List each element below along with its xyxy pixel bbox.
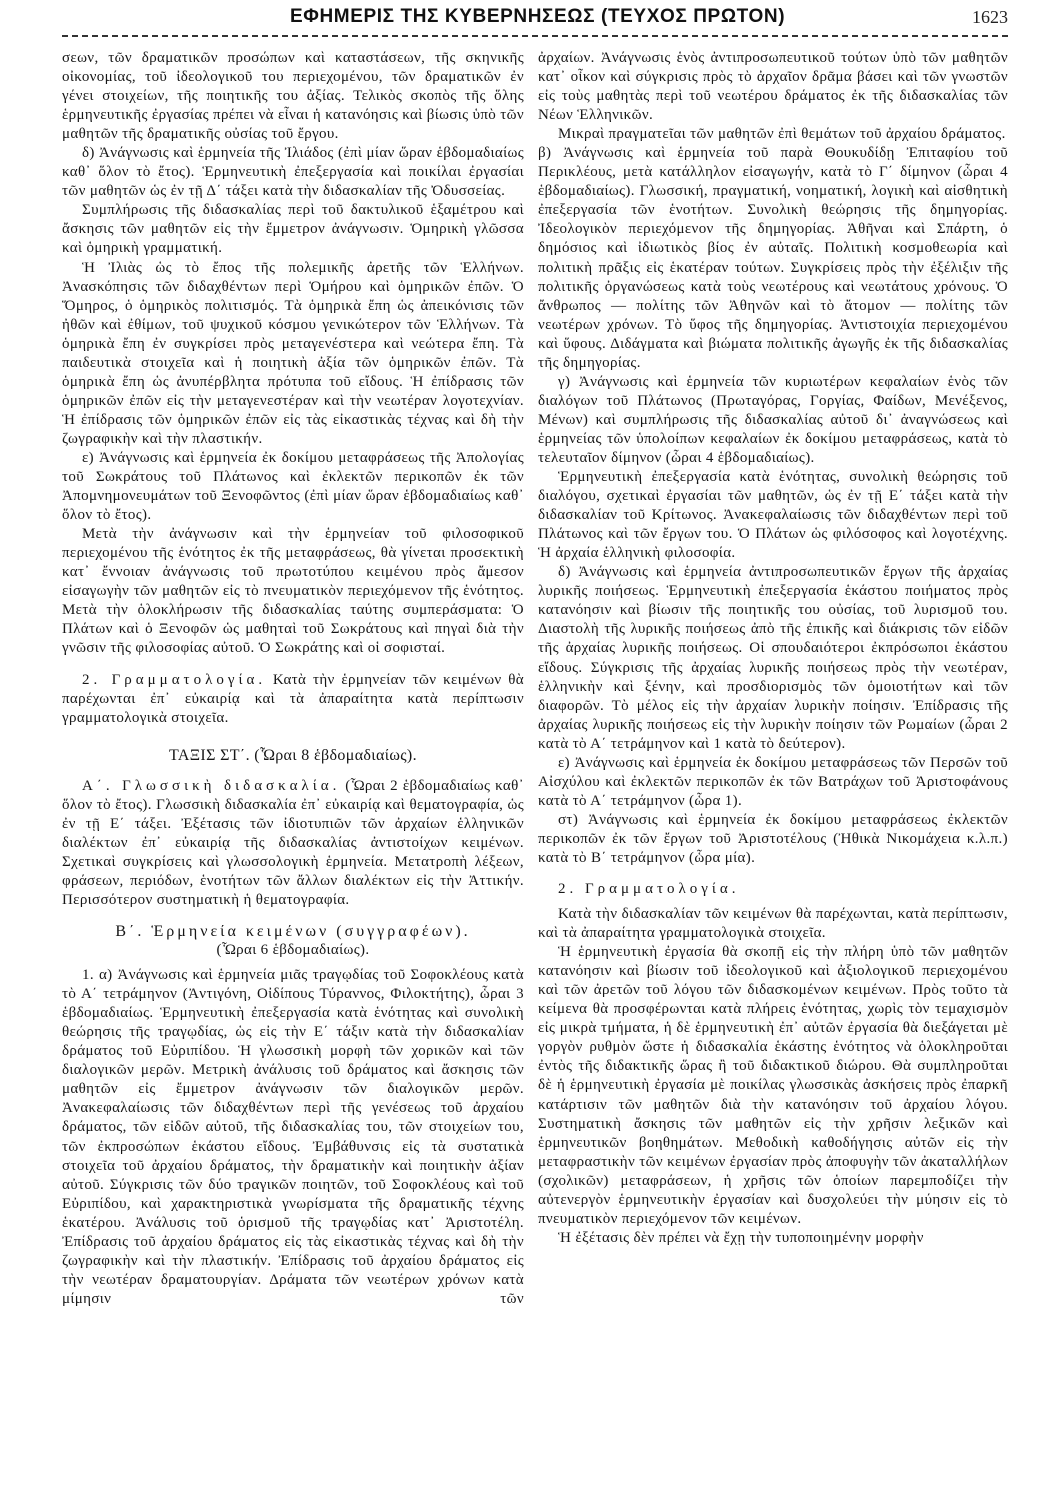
- paragraph: ἀρχαίων. Ἀνάγνωσις ἑνὸς ἀντιπροσωπευτικοῦ τούτων ὑπὸ τῶν μαθητῶν κατ᾽ οἶκον καὶ σύγκρισις πρὸς τὸ ἀρχαῖον δρᾶμα βάσει καὶ τῶν γνωστῶν εἰς τοὺς μαθητὰς περὶ τοῦ νεωτέρου δράματος ἐκ τῆς διδασκαλίας τῶν Νέων Ἑλληνικῶν.: [538, 50, 1008, 124]
- left-column: [62, 49, 524, 1309]
- class-title: ΤΑΞΙΣ ΣΤ΄.: [169, 746, 250, 764]
- header-rule: [62, 35, 1008, 37]
- paragraph: Συμπλήρωσις τῆς διδασκαλίας περὶ τοῦ δακτυλικοῦ ἑξαμέτρου καὶ ἄσκησις τῶν μαθητῶν εἰς τὴν ἔμμετρον ἀνάγνωσιν. Ὁμηρικὴ γλῶσσα καὶ ὁμηρικὴ γραμματική.: [62, 202, 524, 257]
- paragraph: ε) Ἀνάγνωσις καὶ ἑρμηνεία ἐκ δοκίμου μεταφράσεως τῶν Περσῶν τοῦ Αἰσχύλου καὶ ἐκλεκτῶν περικοπῶν ἐκ τῶν Βατράχων τοῦ Ἀριστοφάνους κατὰ τὸ Α΄ τετράμηνον (ὧρα 1).: [538, 754, 1008, 809]
- paragraph: Μικραὶ πραγματεῖαι τῶν μαθητῶν ἐπὶ θεμάτων τοῦ ἀρχαίου δράματος.: [558, 126, 1006, 143]
- section-hours: (Ὧραι 6 ἑβδομαδιαίως).: [216, 942, 370, 959]
- paragraph: Κατὰ τὴν διδασκαλίαν τῶν κειμένων θὰ παρέχωνται, κατὰ περίπτωσιν, καὶ τὰ ἀπαραίτητα γραμματολογικὰ στοιχεῖα.: [538, 906, 1008, 942]
- paragraph: Ἡ Ἰλιὰς ὡς τὸ ἔπος τῆς πολεμικῆς ἀρετῆς τῶν Ἑλλήνων. Ἀνασκόπησις τῶν διδαχθέντων περὶ Ὁμήρου καὶ ὁμηρικῶν ἐπῶν. Ὁ Ὅμηρος, ὁ ὁμηρικὸς πολιτισμός. Τὰ ὁμηρικὰ ἔπη ὡς ἀπεικόνισις τῶν ἠθῶν καὶ ἐθίμων, τοῦ ψυχικοῦ κόσμου γενικώτερον τῶν Ἑλλήνων. Τὰ ὁμηρικὰ ἔπη ἐν συγκρίσει πρὸς μεταγενέστερα καὶ νεώτερα ἔπη. Τὰ παιδευτικὰ στοιχεῖα καὶ ἡ ποιητικὴ ἀξία τῶν ὁμηρικῶν ἐπῶν. Τὰ ὁμηρικὰ ἔπη ὡς ἀνυπέρβλητα πρότυπα τοῦ εἴδους. Ἡ ἐπίδρασις τῶν ὁμηρικῶν ἐπῶν εἰς τὴν μεταγενεστέραν καὶ τὴν νεωτέραν λογοτεχνίαν. Ἡ ἐπίδρασις τῶν ὁμηρικῶν ἐπῶν εἰς τὰς εἰκαστικὰς τέχνας καὶ δὴ τὴν ζωγραφικὴν καὶ τὴν πλαστικήν.: [62, 259, 524, 447]
- page-header: [0, 0, 1060, 40]
- subsection-heading: Α΄. Γλωσσικὴ διδασκαλία.: [82, 777, 341, 794]
- paragraph: Ἑρμηνευτικὴ ἐπεξεργασία κατὰ ἑνότητας, συνολικὴ θεώρησις τοῦ διαλόγου, σχετικαὶ ἐργασίαι τῶν μαθητῶν, ὡς ἐν τῇ Ε΄ τάξει κατὰ τὴν διδασκαλίαν τοῦ Κρίτωνος. Ἀνακεφαλαίωσις τῶν διδαχθέντων περὶ τοῦ Πλάτωνος καὶ τῶν ἔργων του. Ὁ Πλάτων ὡς φιλόσοφος καὶ λογοτέχνης. Ἡ ἀρχαία ἑλληνικὴ φιλοσοφία.: [538, 469, 1008, 562]
- paragraph: [62, 671, 524, 728]
- paragraph: Ἡ ἑρμηνευτικὴ ἐργασία θὰ σκοπῇ εἰς τὴν πλήρη ὑπὸ τῶν μαθητῶν κατανόησιν καὶ βίωσιν τοῦ ἰδεολογικοῦ καὶ ἀξιολογικοῦ περιεχομένου καὶ τῶν ἀρετῶν τοῦ λόγου τῶν διδασκομένων κειμένων. Πρὸς τοῦτο τὰ κείμενα θὰ προσφέρωνται κατὰ πλήρεις ἑνότητας, χωρὶς τὸν τεμαχισμὸν εἰς μικρὰ τμήματα, ἡ δὲ ἑρμηνευτικὴ ἐπ᾽ αὐτῶν ἐργασία θὰ διεξάγεται μὲ γοργὸν ρυθμὸν ὥστε ἡ διδασκαλία ἑκάστης ἑνότητος νὰ ὁλοκληροῦται ἐντὸς τῆς διδακτικῆς ὥρας ἢ τοῦ διδακτικοῦ διώρου. Θὰ συμπληροῦται δὲ ἡ ἑρμηνευτικὴ ἐργασία μὲ ποικίλας γλωσσικὰς ἀσκήσεις πρὸς ἐπαρκῆ κατάρτισιν τῶν μαθητῶν διὰ τὴν κατανόησιν τοῦ ἀρχαίου λόγου. Συστηματικὴ ἄσκησις τῶν μαθητῶν εἰς τὴν χρῆσιν λεξικῶν καὶ ἑρμηνευτικῶν βοηθημάτων. Μεθοδικὴ καθοδήγησις αὐτῶν εἰς τὴν μεταφραστικὴν τῶν κειμένων ἐργασίαν πρὸς ἀποφυγὴν τῶν ἀκαταλλήλων (σχολικῶν) μεταφράσεων, ἡ χρῆσις τῶν ὁποίων παρεμποδίζει τὴν αὐτενεργὸν ἑρμηνευτικὴν ἐργασίαν καὶ δυσχολεύει τὴν μύησιν εἰς τὸ πνευματικὸν περιεχόμενον τῶν κειμένων.: [538, 944, 1008, 1227]
- paragraph: γ) Ἀνάγνωσις καὶ ἑρμηνεία τῶν κυριωτέρων κεφαλαίων ἑνὸς τῶν διαλόγων τοῦ Πλάτωνος (Πρωταγόρας, Γοργίας, Φαίδων, Μενέξενος, Μένων) καὶ συμπλήρωσις τῆς διδασκαλίας αὐτοῦ δι᾽ ἀναγνώσεως καὶ ἑρμηνείας τῶν ὑπολοίπων κεφαλαίων ἐκ δοκίμου μεταφράσεως, κατὰ τὸ τελευταῖον δίμηνον (ὧραι 4 ἑβδομαδιαίως).: [538, 373, 1008, 466]
- paragraph-text: (Ὧραι 2 ἑβδομαδιαίως καθ᾽ ὅλον τὸ ἔτος). Γλωσσικὴ διδασκαλία ἐπ᾽ εὐκαιρίᾳ καὶ θεματογραφία, ὡς ἐν τῇ Ε΄ τάξει. Ἐξέτασις τῶν ἰδιοτυπιῶν τῶν ἀρχαίων ἑλληνικῶν διαλέκτων ἐπ᾽ εὐκαιρίᾳ τῆς διδασκαλίας ἀντιστοίχων κειμένων. Σχετικαὶ συγκρίσεις καὶ γλωσσολογικὴ ἑρμηνεία. Μετατροπὴ λέξεων, φράσεων, περιόδων, ἑνοτήτων τῶν ἄλλων διαλέκτων εἰς τὴν Ἀττικήν. Περισσότερον συστηματικὴ ἡ θεματογραφία.: [62, 777, 525, 908]
- paragraph: Ἡ ἐξέτασις δὲν πρέπει νὰ ἔχῃ τὴν τυποποιημένην μορφὴν: [558, 1229, 924, 1246]
- paragraph: 1. α) Ἀνάγνωσις καὶ ἑρμηνεία μιᾶς τραγῳδίας τοῦ Σοφοκλέους κατὰ τὸ Α΄ τετράμηνον (Ἀντιγόνη, Οἰδίπους Τύραννος, Φιλοκτήτης), ὧραι 3 ἑβδομαδιαίως. Ἑρμηνευτικὴ ἐπεξεργασία κατὰ ἑνότητας καὶ συνολικὴ θεώρησις τῆς τραγῳδίας, ὡς εἰς τὴν Ε΄ τάξιν κατὰ τὴν διδασκαλίαν δράματος τοῦ Εὐριπίδου. Ἡ γλωσσικὴ μορφὴ τῶν χορικῶν καὶ τῶν διαλογικῶν μερῶν. Μετρικὴ ἀνάλυσις τοῦ δράματος καὶ ἄσκησις τῶν μαθητῶν εἰς ἔμμετρον ἀνάγνωσιν τῶν διαλογικῶν μερῶν. Ἀνακεφαλαίωσις τῶν διδαχθέντων περὶ τῆς γενέσεως τοῦ ἀρχαίου δράματος, τῶν εἰδῶν αὐτοῦ, τῆς διδασκαλίας του, τῶν στοιχείων του, τῶν ἐκπροσώπων ἑκάστου εἴδους. Ἐμβάθυνσις εἰς τὰ συστατικὰ στοιχεῖα τοῦ ἀρχαίου δράματος, τὴν δραματικὴν καὶ ποιητικὴν ἀξίαν αὐτοῦ. Σύγκρισις τῶν δύο τραγικῶν ποιητῶν, τοῦ Σοφοκλέους καὶ τοῦ Εὐριπίδου, καὶ χαρακτηριστικὰ γνωρίσματα τῆς δραματικῆς τέχνης ἑκατέρου. Ἀνάλυσις τοῦ ὁρισμοῦ τῆς τραγῳδίας κατ᾽ Ἀριστοτέλη. Ἐπίδρασις τοῦ ἀρχαίου δράματος εἰς τὰς εἰκαστικὰς τέχνας καὶ δὴ τὴν ζωγραφικὴν καὶ τὴν πλαστικήν. Ἐπίδρασις τοῦ ἀρχαίου δράματος εἰς τὴν νεωτέραν δραματουργίαν. Δράματα τῶν νεωτέρων χρόνων κατὰ μίμησιν τῶν: [62, 967, 524, 1307]
- paragraph: στ) Ἀνάγνωσις καὶ ἑρμηνεία ἐκ δοκίμου μεταφράσεως ἐκλεκτῶν περικοπῶν ἐκ τῶν ἔργων τοῦ Ἀριστοτέλους (Ἠθικὰ Νικομάχεια κ.λ.π.) κατὰ τὸ Β΄ τετράμηνον (ὧρα μία).: [538, 811, 1008, 866]
- paragraph: σεων, τῶν δραματικῶν προσώπων καὶ καταστάσεων, τῆς σκηνικῆς οἰκονομίας, τοῦ ἰδεολογικοῦ του περιεχομένου, τῶν δραματικῶν ἐν γένει στοιχείων, τῆς ποιητικῆς του ἀξίας. Τελικὸς σκοπὸς τῆς ὅλης ἑρμηνευτικῆς ἐργασίας πρέπει νὰ εἶναι ἡ κατανόησις καὶ βίωσις ὑπὸ τῶν μαθητῶν τῆς δραματικῆς οὐσίας τοῦ ἔργου.: [62, 50, 524, 143]
- paragraph: ε) Ἀνάγνωσις καὶ ἑρμηνεία ἐκ δοκίμου μεταφράσεως τῆς Ἀπολογίας τοῦ Σωκράτους τοῦ Πλάτωνος καὶ ἐκλεκτῶν περικοπῶν ἐκ τῶν Ἀπομνημονευμάτων τοῦ Ξενοφῶντος (ἐπὶ μίαν ὥραν ἑβδομαδιαίως καθ᾽ ὅλον τὸ ἔτος).: [62, 449, 524, 524]
- page-number: 1623: [972, 7, 1008, 27]
- paragraph-text: Κατὰ τὴν ἑρμηνείαν τῶν κειμένων θὰ παρέχωνται ἐπ᾽ εὐκαιρίᾳ καὶ τὰ ἀπαραίτητα κατὰ περίπτωσιν γραμματολογικὰ στοιχεῖα.: [62, 671, 524, 726]
- paragraph: β) Ἀνάγνωσις καὶ ἑρμηνεία τοῦ παρὰ Θουκυδίδῃ Ἐπιταφίου τοῦ Περικλέους, μετὰ κατάλληλον εἰσαγωγήν, κατὰ τὸ Γ΄ δίμηνον (ὧραι 4 ἑβδομαδιαίως). Γλωσσική, πραγματική, νοηματική, λογικὴ καὶ αἰσθητικὴ ἐπεξεργασία τῶν ἑνοτήτων. Συνολικὴ θεώρησις τῆς δημηγορίας. Ἰδεολογικὸν περιεχόμενον τῆς δημηγορίας. Ἀθῆναι καὶ Σπάρτη, ὁ δημόσιος καὶ ἰδιωτικὸς βίος ἐν αὐταῖς. Πολιτικὴ κοσμοθεωρία καὶ πολιτικὴ πρᾶξις εἰς ἑκατέραν τούτων. Συγκρίσεις πρὸς τὴν ἐξέλιξιν τῆς πολιτικῆς ὀργανώσεως κατὰ τοὺς νεωτέρους καὶ νεωτάτους χρόνους. Ὁ ἄνθρωπος — πολίτης τῶν Ἀθηνῶν καὶ τὸ ἄτομον — πολίτης τῶν νεωτέρων χρόνων. Τὸ ὕφος τῆς δημηγορίας. Ἀντιστοιχία περιεχομένου καὶ ὕφους. Διδάγματα καὶ βιώματα πολιτικῆς ἀγωγῆς ἐκ τῆς διδασκαλίας τῆς δημηγορίας.: [538, 145, 1008, 371]
- paragraph: [62, 777, 524, 910]
- class-heading: [62, 746, 524, 765]
- paragraph: δ) Ἀνάγνωσις καὶ ἑρμηνεία τῆς Ἰλιάδος (ἐπὶ μίαν ὥραν ἑβδομαδιαίως καθ᾽ ὅλον τὸ ἔτος). Ἑρμηνευτικὴ ἐπεξεργασία καὶ ποικίλαι ἐργασίαι τῶν μαθητῶν ὡς ἐν τῇ Δ΄ τάξει κατὰ τὴν διδασκαλίαν τῆς Ὀδυσσείας.: [62, 145, 524, 200]
- gazette-title: ΕΦΗΜΕΡΙΣ ΤΗΣ ΚΥΒΕΡΝΗΣΕΩΣ (ΤΕΥΧΟΣ ΠΡΩΤΟΝ): [290, 6, 786, 27]
- paragraph: Μετὰ τὴν ἀνάγνωσιν καὶ τὴν ἑρμηνείαν τοῦ φιλοσοφικοῦ περιεχομένου τῆς ἑνότητος ἐκ τῆς μεταφράσεως, θὰ γίνεται προσεκτικὴ κατ᾽ ἔννοιαν ἀνάγνωσις τοῦ πρωτοτύπου κειμένου πρὸς ἄμεσον εἰσαγωγὴν τῶν μαθητῶν εἰς τὸ πνευματικὸν περιεχόμενον τῆς ἑνότητος. Μετὰ τὴν ὁλοκλήρωσιν τῆς διδασκαλίας ταύτης συμπεράσματα: Ὁ Πλάτων καὶ ὁ Ξενοφῶν ὡς μαθηταὶ τοῦ Σωκράτους καὶ πηγαὶ διὰ τὴν γνῶσιν τῆς φιλοσοφίας αὐτοῦ. Ὁ Σωκράτης καὶ οἱ σοφισταί.: [62, 526, 524, 657]
- section-heading: Β΄. Ἑρμηνεία κειμένων (συγγραφέων).: [115, 923, 471, 941]
- right-column: [538, 49, 1008, 1248]
- subsection-heading: 2. Γραμματολογία.: [558, 881, 740, 898]
- paragraph: δ) Ἀνάγνωσις καὶ ἑρμηνεία ἀντιπροσωπευτικῶν ἔργων τῆς ἀρχαίας λυρικῆς ποιήσεως. Ἑρμηνευτικὴ ἐπεξεργασία ἑκάστου ποιήματος πρὸς κατανόησιν καὶ βίωσιν τῆς ποιητικῆς του οὐσίας, τοῦ λυρισμοῦ του. Διαστολὴ τῆς λυρικῆς ποιήσεως ἀπὸ τῆς ἐπικῆς καὶ διάκρισις τῶν εἰδῶν τῆς ἀρχαίας λυρικῆς ποιήσεως. Οἱ σπουδαιότεροι ἐκπρόσωποι ἑκάστου εἴδους. Σύγκρισις τῆς ἀρχαίας λυρικῆς ποιήσεως πρὸς τὴν νεωτέραν, ἑλληνικὴν καὶ ξένην, καὶ προσδιορισμὸς τῶν ὁμοιοτήτων καὶ τῶν διαφορῶν. Τὸ μέλος εἰς τὴν ἀρχαίαν λυρικὴν ποίησιν. Ἐπίδρασις τῆς ἀρχαίας λυρικῆς ποιήσεως εἰς τὴν λυρικὴν ποίησιν τῶν Ρωμαίων (ὧραι 2 κατὰ τὸ Α΄ τετράμηνον καὶ 1 κατὰ τὸ δεύτερον).: [538, 564, 1008, 752]
- subsection-heading: 2. Γραμματολογία.: [82, 671, 267, 688]
- class-hours: (Ὧραι 8 ἑβδομαδιαίως).: [254, 746, 417, 764]
